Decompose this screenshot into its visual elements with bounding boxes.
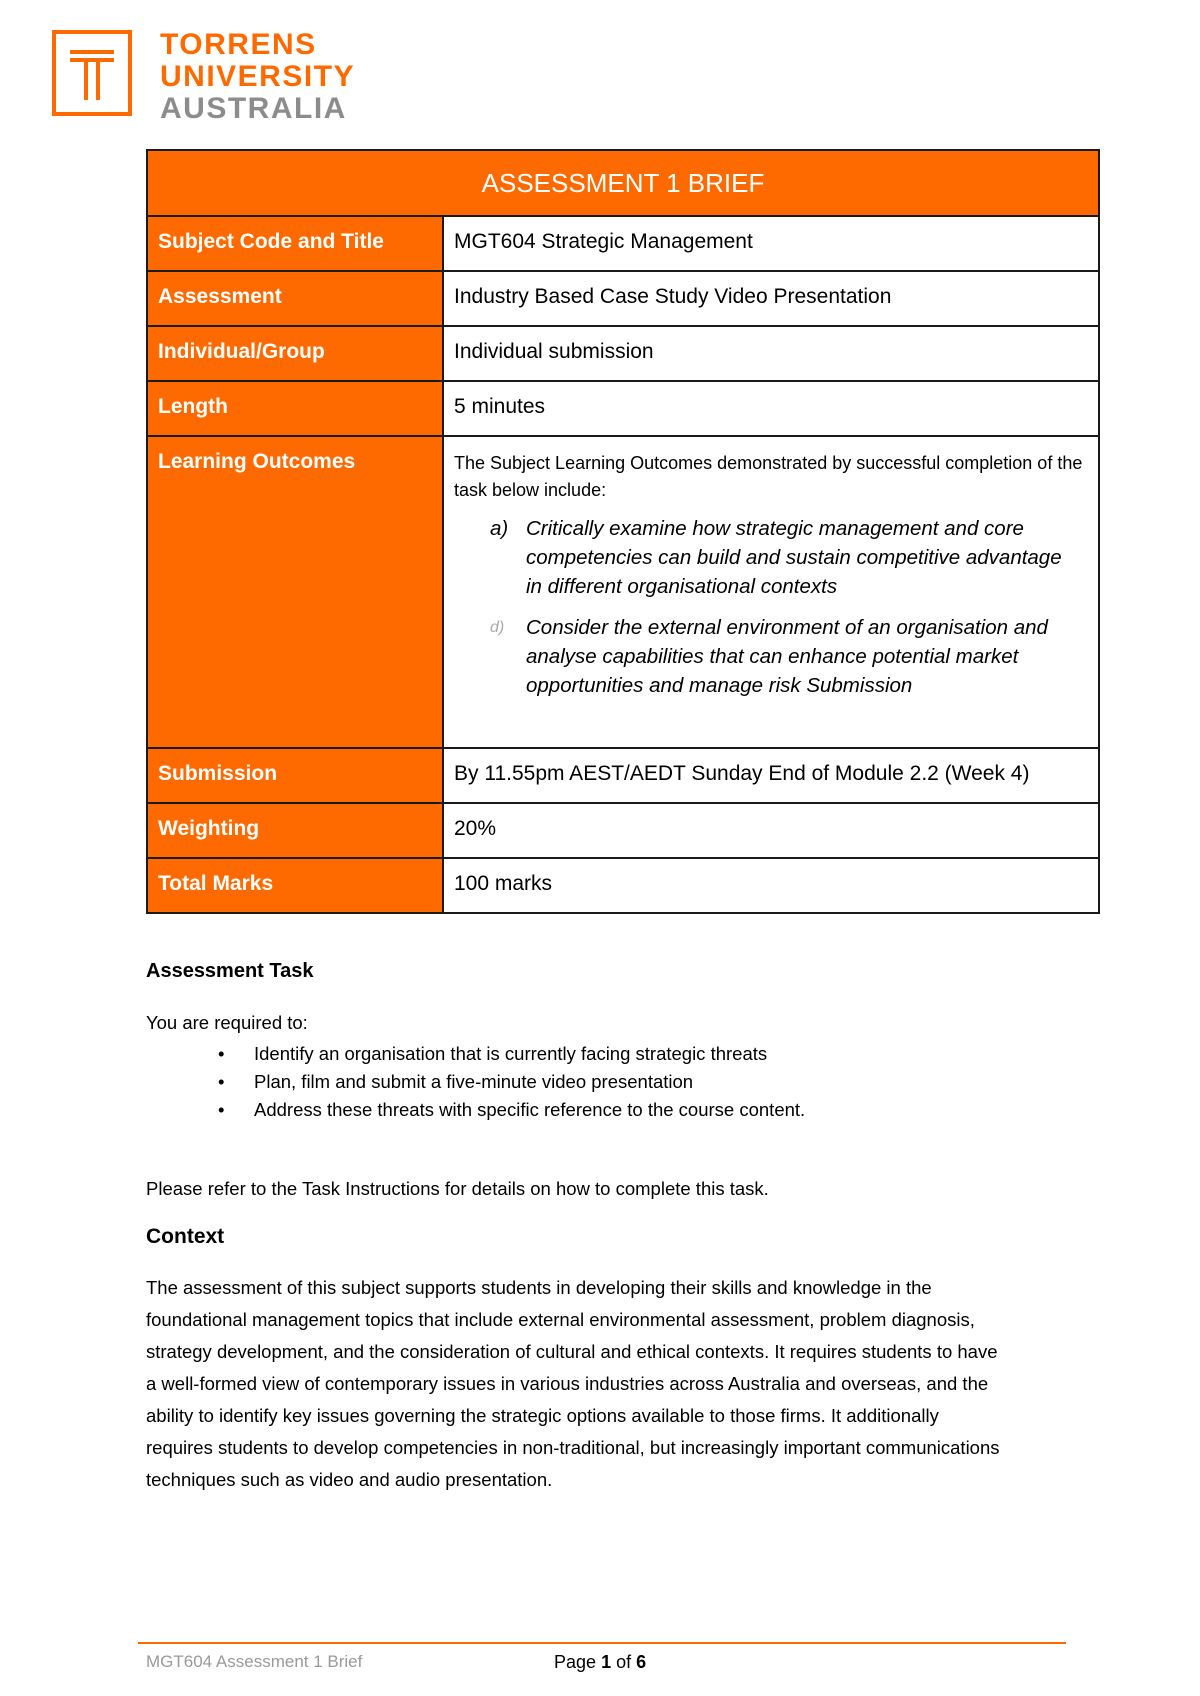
list-item-text: Address these threats with specific reference to the course content.: [254, 1099, 806, 1120]
bullet-icon: •: [218, 1099, 225, 1120]
bullet-icon: •: [218, 1071, 225, 1092]
context-paragraph: The assessment of this subject supports students in developing their skills and knowledge in the foundational management topics that include external environmental assessment, problem diagnosis, strategy development, and the consideration of cultural and ethical contexts. It requires students to have a well-formed view of contemporary issues in various industries across Australia and overseas, and the ability to identify key issues governing the strategic options available to those firms. It additionally requires students to develop competencies in non-traditional, but increasingly important communications techniques such as video and audio presentation.: [146, 1277, 1000, 1490]
row-value: MGT604 Strategic Management: [454, 230, 753, 253]
row-label: Weighting: [148, 804, 444, 857]
row-label: Individual/Group: [148, 327, 444, 380]
row-label: Assessment: [148, 272, 444, 325]
list-item: [146, 1068, 805, 1096]
table-row: [148, 327, 1098, 382]
list-item: [454, 514, 1088, 601]
context-heading: Context: [146, 1225, 225, 1248]
table-row: [148, 749, 1098, 804]
learning-outcomes-row: [148, 437, 1098, 749]
table-row: [148, 217, 1098, 272]
task-instructions-note: Please refer to the Task Instructions for details on how to complete this task.: [146, 1178, 769, 1199]
row-value: Industry Based Case Study Video Presentation: [454, 285, 892, 308]
page-word: Page: [554, 1652, 597, 1672]
table-row: [148, 804, 1098, 859]
footer-divider: [138, 1642, 1066, 1644]
row-value: 100 marks: [454, 872, 553, 895]
page-current: 1: [601, 1652, 612, 1672]
list-item: [146, 1096, 805, 1124]
list-marker: d): [490, 619, 505, 636]
logo-line-1: TORRENS: [160, 28, 317, 61]
list-item: [146, 1040, 805, 1068]
learning-outcomes-cell: [444, 437, 1098, 747]
row-value: 20%: [454, 817, 497, 840]
row-label: Learning Outcomes: [148, 437, 444, 747]
brief-title: ASSESSMENT 1 BRIEF: [148, 151, 1098, 217]
table-row: [148, 272, 1098, 327]
page-number: [554, 1652, 646, 1673]
row-label: Subject Code and Title: [148, 217, 444, 270]
table-row: [148, 859, 1098, 912]
list-item-text: Identify an organisation that is currently facing strategic threats: [254, 1043, 768, 1064]
assessment-task-intro: You are required to:: [146, 1012, 308, 1033]
bullet-icon: •: [218, 1043, 225, 1064]
row-label: Submission: [148, 749, 444, 802]
page-total: 6: [636, 1652, 647, 1672]
logo-line-3: AUSTRALIA: [160, 92, 347, 125]
list-marker: a): [490, 517, 509, 540]
assessment-task-heading: Assessment Task: [146, 960, 314, 982]
assessment-brief-table: [146, 149, 1100, 914]
of-word: of: [616, 1652, 632, 1672]
row-value: By 11.55pm AEST/AEDT Sunday End of Module 2.2 (Week 4): [454, 762, 1030, 785]
row-value: 5 minutes: [454, 395, 546, 418]
list-item-text: Plan, film and submit a five-minute video presentation: [254, 1071, 694, 1092]
row-value: Individual submission: [454, 340, 654, 363]
footer-document-name: MGT604 Assessment 1 Brief: [146, 1652, 363, 1671]
row-label: Length: [148, 382, 444, 435]
torrens-t-icon: [52, 30, 132, 116]
learning-outcomes-list: [454, 514, 1088, 700]
row-label: Total Marks: [148, 859, 444, 912]
logo-wordmark: [160, 30, 355, 126]
assessment-task-list: [146, 1040, 805, 1124]
learning-outcomes-intro: The Subject Learning Outcomes demonstrated by successful completion of the task below include:: [454, 453, 1083, 500]
logo-line-2: UNIVERSITY: [160, 60, 356, 93]
table-row: [148, 382, 1098, 437]
list-item-text: Critically examine how strategic management and core competencies can build and sustain competitive advantage in different organisational contexts: [526, 517, 1062, 598]
list-item: [454, 613, 1088, 700]
list-item-text: Consider the external environment of an organisation and analyse capabilities that can enhance potential market opportunities and manage risk Submission: [526, 616, 1048, 697]
